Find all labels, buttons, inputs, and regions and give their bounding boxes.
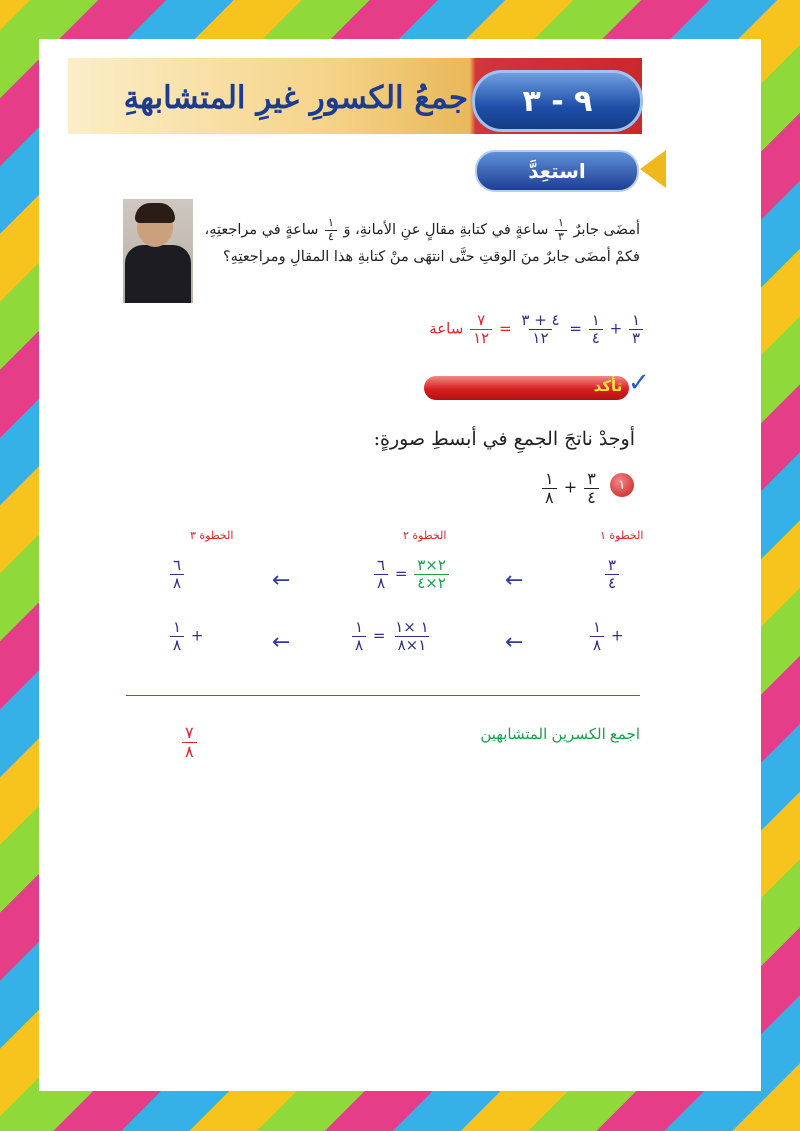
eq-fraction-c: $\frac{٤ + ٣}{١٢}$: [521, 311, 560, 347]
row1-step1-fraction: $\frac{٣}{٤}$: [603, 557, 621, 591]
eq-fraction-b: $\frac{١}{٤}$: [589, 312, 603, 346]
lesson-number-badge: ٩ - ٣: [472, 70, 643, 132]
instruction-text: أوجدْ ناتجَ الجمعِ في أبسطِ صورةٍ:: [373, 428, 635, 450]
eq-equals-1: =: [569, 319, 582, 338]
step-1-label: الخطوة ١: [600, 529, 644, 542]
eq-plus: +: [609, 319, 623, 338]
fraction-one-quarter: $\frac{١}{٤}$: [325, 217, 337, 242]
worked-equation: [420, 312, 645, 346]
checkmark-icon: ✓: [628, 368, 650, 398]
exercise-plus: +: [563, 477, 578, 497]
row2-arrow-2: ←: [272, 630, 291, 655]
pointer-arrow-icon: [640, 150, 666, 188]
sum-divider-line: [126, 695, 640, 696]
fraction-one-third: $\frac{١}{٣}$: [555, 217, 567, 242]
intro-text-3: ساعةٍ في مراجعتِهِ، فكمْ أمضَى جابرٌ منَ الوقتِ حتَّى انتهَى منْ كتابةِ هذا المقالِ ومراجعتِهِ؟: [204, 222, 640, 265]
eq-unit: ساعة: [429, 319, 464, 338]
row1-step2-expression: $\frac{٦}{٨}$ = $\frac{٢\times ٣}{٢\times ٤}$: [372, 557, 451, 591]
row1-step3-fraction: $\frac{٦}{٨}$: [168, 557, 186, 591]
exercise-expression: [540, 470, 600, 506]
eq-equals-2: =: [499, 319, 512, 338]
intro-text-1: أمضَى جابرٌ: [573, 222, 640, 238]
boy-writing-photo: [123, 199, 193, 303]
exercise-fraction-a: $\frac{٣}{٤}$: [584, 470, 599, 506]
step-2-label: الخطوة ٢: [403, 529, 447, 542]
intro-text-2: ساعةٍ في كتابةِ مقالٍ عنِ الأمانةِ، وَ: [343, 222, 549, 238]
exercise-number-badge: ١: [610, 473, 634, 497]
intro-paragraph: [200, 217, 640, 271]
row2-step3-fraction: $\frac{١}{٨}$ +: [168, 619, 203, 653]
row1-arrow-2: ←: [272, 568, 291, 593]
step-3-label: الخطوة ٣: [190, 529, 234, 542]
eq-fraction-result: $\frac{٧}{١٢}$: [470, 312, 492, 346]
check-label: تأكد: [593, 377, 623, 395]
result-label: اجمع الكسرين المتشابهين: [480, 726, 640, 743]
result-fraction: $\frac{٧}{٨}$: [180, 724, 199, 760]
section-label-badge: استعِدَّ: [475, 150, 639, 192]
row2-arrow-1: ←: [505, 630, 524, 655]
row2-step2-expression: $\frac{١}{٨}$ = $\frac{١ \times ١}{١\times ٨}$: [350, 619, 434, 653]
eq-fraction-a: $\frac{١}{٣}$: [629, 312, 643, 346]
lesson-title: جمعُ الكسورِ غيرِ المتشابهةِ: [123, 80, 468, 116]
row1-arrow-1: ←: [505, 568, 524, 593]
exercise-fraction-b: $\frac{١}{٨}$: [542, 470, 557, 506]
row2-step1-fraction: $\frac{١}{٨}$ +: [588, 619, 623, 653]
